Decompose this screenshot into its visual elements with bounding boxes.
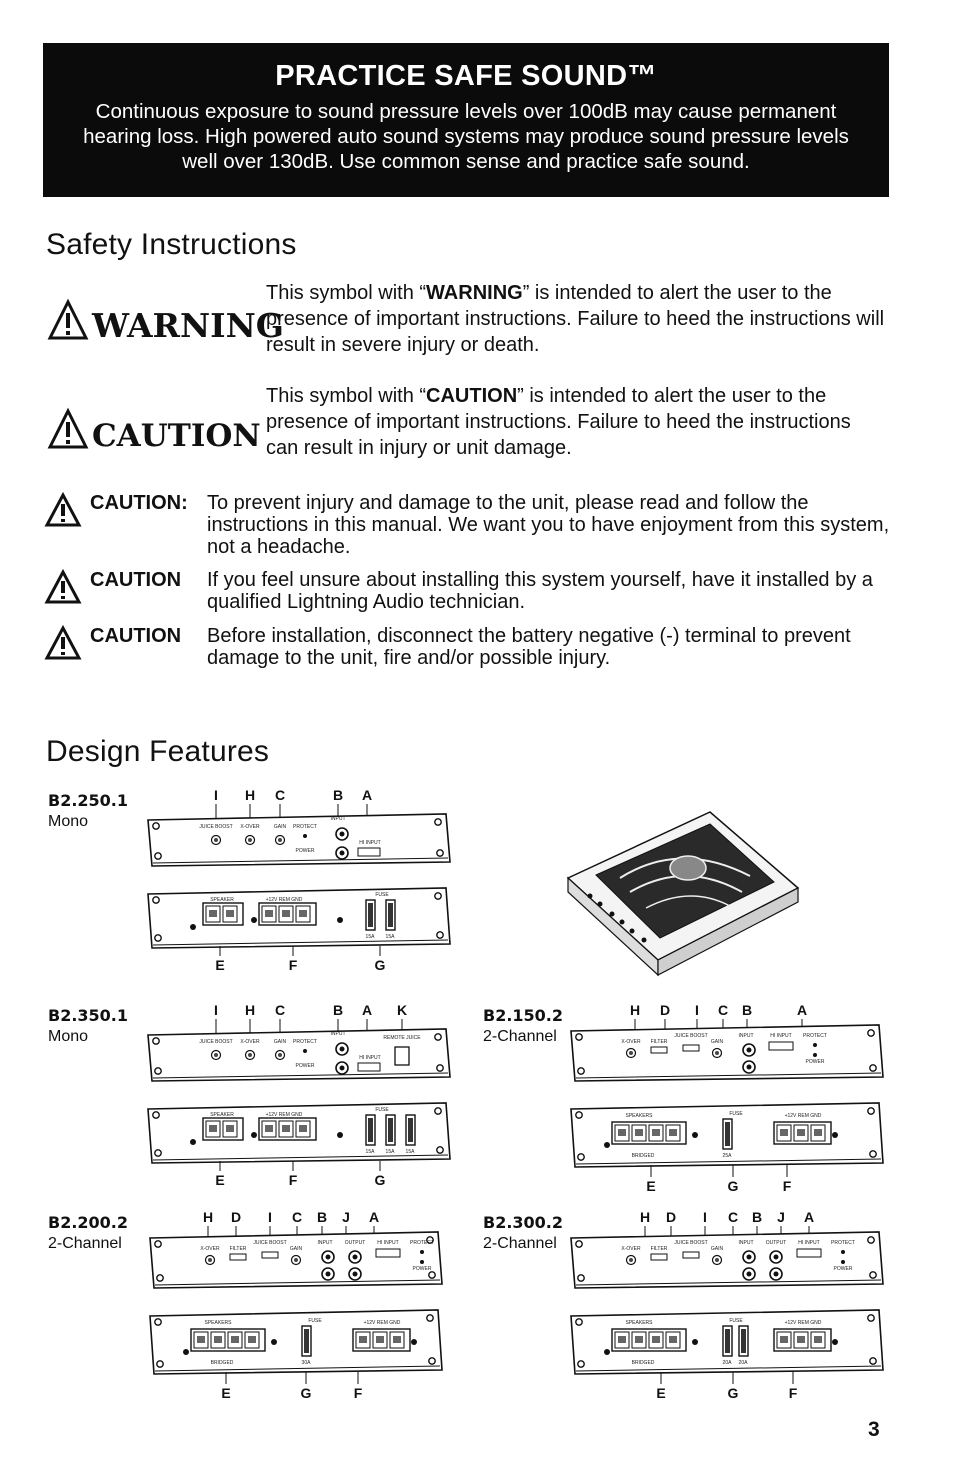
mount-hole-icon [868,1315,874,1321]
mount-hole-icon [153,1112,159,1118]
screw-icon [832,1339,838,1345]
knob-center-icon [715,1051,719,1055]
panel-label: FUSE [729,1111,743,1117]
rca-pin-icon [326,1272,331,1277]
top-callout-a: A [361,787,373,803]
terminal-screw-icon [214,1336,222,1343]
mount-hole-icon [437,1147,443,1153]
terminal-screw-icon [359,1336,367,1343]
terminal-screw-icon [652,1336,660,1343]
screw-icon [692,1339,698,1345]
bottom-callout-g: G [374,1172,386,1188]
top-callout-c: C [274,1002,286,1018]
top-callout-h: H [639,1209,651,1225]
rca-pin-icon [747,1272,752,1277]
mount-hole-icon [437,932,443,938]
fuse-rating: 15A [405,1149,415,1155]
protect-led-icon [303,1049,307,1053]
panel-label: GAIN [273,1039,287,1045]
terminal-screw-icon [209,910,217,917]
top-callout-b: B [751,1209,763,1225]
terminal-screw-icon [299,1125,307,1132]
panel-label: SPEAKERS [625,1113,653,1119]
power-led-icon [420,1260,424,1264]
caution-triangle-icon [44,625,82,661]
protect-led-icon [420,1250,424,1254]
mount-hole-icon [153,823,159,829]
warning-description: This symbol with “WARNING” is intended to alert the user to the presence of important instructions. Failure to heed the instructions will result in severe injury or death. [266,282,885,356]
panel-label: BRIDGED [631,1360,655,1366]
rca-pin-icon [747,1255,752,1260]
terminal-screw-icon [780,1129,788,1136]
boost-switch-icon [683,1252,699,1258]
terminal-screw-icon [814,1129,822,1136]
caution-label: CAUTION [90,569,182,591]
panel-label: FILTER [650,1246,668,1252]
caution-description: This symbol with “CAUTION” is intended to alert the user to the presence of important instructions. Failure to heed the instructions can result in injury or unit damage. [266,385,851,459]
fuse-rating: 15A [385,934,395,940]
remote-jack-icon [395,1047,409,1065]
hi-input-connector-icon [358,1063,380,1071]
fuse-body-icon [725,1329,730,1353]
top-callout-h: H [202,1209,214,1225]
mount-hole-icon [153,1038,159,1044]
panel-label: FUSE [375,1107,389,1113]
top-callout-i: I [214,787,218,803]
protect-led-icon [841,1250,845,1254]
panel-label: INPUT [317,1240,333,1246]
panel-label: JUICE BOOST [674,1033,708,1039]
mount-hole-icon [576,1112,582,1118]
mount-hole-icon [868,1237,874,1243]
panel-label: POWER [805,1059,825,1065]
page-number: 3 [868,1418,880,1441]
knob-center-icon [629,1051,633,1055]
panel-label: +12V REM GND [784,1113,822,1119]
mount-hole-icon [576,1241,582,1247]
screw-icon [271,1339,277,1345]
mount-hole-icon [155,935,161,941]
terminal-screw-icon [652,1129,660,1136]
fuse-rating: 20A [722,1360,732,1366]
top-callout-a: A [796,1002,808,1018]
top-callout-b: B [332,1002,344,1018]
mount-hole-icon [870,1272,876,1278]
panel-label: INPUT [738,1240,754,1246]
hi-input-connector-icon [797,1249,821,1257]
model-name: B2.250.1 [48,791,129,810]
bottom-callout-f: F [788,1385,798,1401]
top-callout-h: H [244,787,256,803]
svg-text:WARNING: WARNING [92,306,284,345]
amp-diagram-b2-300-2 [475,1202,915,1402]
mount-hole-icon [868,1030,874,1036]
rca-pin-icon [340,1066,345,1071]
caution-label: CAUTION [90,625,182,647]
amp-diagram-b2-200-2 [40,1202,460,1402]
bottom-callout-g: G [727,1385,739,1401]
panel-label: X-OVER [240,1039,260,1045]
terminal-screw-icon [197,1336,205,1343]
panel-label: POWER [833,1266,853,1272]
panel-label: POWER [295,848,315,854]
screw-icon [604,1349,610,1355]
model-subtitle: Mono [48,1028,89,1045]
top-callout-a: A [368,1209,380,1225]
panel-label: SPEAKER [210,897,234,903]
knob-center-icon [208,1258,212,1262]
bottom-callout-e: E [215,1172,225,1188]
fuse-body-icon [741,1329,746,1353]
mount-hole-icon [427,1315,433,1321]
rca-pin-icon [340,1047,345,1052]
protect-led-icon [303,834,307,838]
model-name: B2.150.2 [483,1006,564,1025]
boost-switch-icon [683,1045,699,1051]
top-callout-i: I [695,1002,699,1018]
rca-pin-icon [340,851,345,856]
mount-hole-icon [870,1065,876,1071]
panel-label: X-OVER [621,1246,641,1252]
mount-hole-icon [155,1068,161,1074]
fuse-body-icon [368,903,373,927]
bottom-callout-g: G [374,957,386,973]
terminal-screw-icon [248,1336,256,1343]
panel-label: JUICE BOOST [253,1240,287,1246]
caution-item-2 [44,569,894,613]
terminal-screw-icon [209,1125,217,1132]
model-name: B2.300.2 [483,1213,564,1232]
top-callout-c: C [717,1002,729,1018]
mount-hole-icon [429,1272,435,1278]
top-callout-i: I [214,1002,218,1018]
knob-center-icon [715,1258,719,1262]
caution-item-3 [44,625,894,669]
bottom-callout-f: F [288,957,298,973]
terminal-screw-icon [618,1336,626,1343]
top-callout-d: D [665,1209,677,1225]
panel-label: PROTECT [410,1240,434,1246]
panel-label: PROTECT [293,1039,317,1045]
fuse-body-icon [388,1118,393,1142]
screw-icon [190,924,196,930]
bottom-callout-e: E [656,1385,666,1401]
filter-switch-icon [230,1254,246,1260]
top-callout-b: B [741,1002,753,1018]
bottom-callout-e: E [215,957,225,973]
bottom-callout-f: F [288,1172,298,1188]
mount-hole-icon [870,1151,876,1157]
screw-icon [337,1132,343,1138]
panel-outline [571,1025,883,1081]
fuse-body-icon [304,1329,309,1353]
caution-triangle-icon [44,492,82,528]
screw-icon [411,1339,417,1345]
screw-icon [604,1142,610,1148]
screw-icon [832,1132,838,1138]
boost-switch-icon [262,1252,278,1258]
fuse-body-icon [725,1122,730,1146]
terminal-screw-icon [265,910,273,917]
knob-center-icon [248,838,252,842]
svg-text:CAUTION: CAUTION [92,418,261,454]
fuse-rating: 25A [722,1153,732,1159]
caution-text: If you feel unsure about installing this system yourself, have it installed by a qualified Lightning Audio technician. [207,569,873,613]
top-callout-a: A [361,1002,373,1018]
panel-label: SPEAKERS [625,1320,653,1326]
rca-pin-icon [747,1048,752,1053]
top-callout-i: I [703,1209,707,1225]
mount-hole-icon [157,1275,163,1281]
terminal-screw-icon [635,1129,643,1136]
fuse-body-icon [408,1118,413,1142]
panel-label: HI INPUT [377,1240,399,1246]
rca-pin-icon [774,1272,779,1277]
amp-diagram-b2-350-1 [40,995,450,1195]
fuse-rating: 15A [365,1149,375,1155]
filter-switch-icon [651,1047,667,1053]
screw-icon [337,917,343,923]
design-heading: Design Features [46,735,270,768]
terminal-screw-icon [780,1336,788,1343]
top-callout-b: B [332,787,344,803]
panel-label: INPUT [738,1033,754,1039]
model-subtitle: 2-Channel [48,1235,122,1252]
screw-icon [251,1132,257,1138]
panel-label: SPEAKER [210,1112,234,1118]
knob-center-icon [278,838,282,842]
panel-label: INPUT [330,816,346,822]
panel-label: BRIDGED [210,1360,234,1366]
top-callout-j: J [777,1209,785,1225]
mount-hole-icon [870,1358,876,1364]
fuse-body-icon [368,1118,373,1142]
caution-logo [46,407,261,454]
panel-label: REMOTE JUICE [383,1035,421,1041]
fuse-body-icon [388,903,393,927]
panel-label: JUICE BOOST [674,1240,708,1246]
mount-hole-icon [157,1361,163,1367]
terminal-screw-icon [814,1336,822,1343]
mount-hole-icon [155,853,161,859]
warning-logo [46,298,284,345]
panel-label: INPUT [330,1031,346,1037]
panel-label: +12V REM GND [363,1320,401,1326]
panel-label: X-OVER [621,1039,641,1045]
banner-title: PRACTICE SAFE SOUND™ [275,60,657,92]
top-callout-k: K [396,1002,408,1018]
top-callout-d: D [230,1209,242,1225]
panel-label: HI INPUT [798,1240,820,1246]
knob-center-icon [248,1053,252,1057]
mount-hole-icon [578,1068,584,1074]
panel-label: X-OVER [200,1246,220,1252]
panel-label: OUTPUT [765,1240,787,1246]
model-name: B2.350.1 [48,1006,129,1025]
panel-label: GAIN [710,1039,724,1045]
mount-hole-icon [435,819,441,825]
panel-label: +12V REM GND [265,1112,303,1118]
fuse-rating: 30A [301,1360,311,1366]
knob-center-icon [214,1053,218,1057]
mount-hole-icon [578,1361,584,1367]
mount-hole-icon [435,1108,441,1114]
panel-label: X-OVER [240,824,260,830]
mount-hole-icon [576,1034,582,1040]
mount-hole-icon [155,1241,161,1247]
top-callout-a: A [803,1209,815,1225]
top-callout-c: C [291,1209,303,1225]
model-subtitle: Mono [48,813,89,830]
bottom-callout-g: G [300,1385,312,1401]
rca-pin-icon [326,1255,331,1260]
mount-hole-icon [153,897,159,903]
safe-sound-banner [43,43,889,197]
top-callout-c: C [274,787,286,803]
model-subtitle: 2-Channel [483,1235,557,1252]
panel-label: HI INPUT [359,840,381,846]
bottom-callout-f: F [353,1385,363,1401]
mount-hole-icon [435,893,441,899]
caution-label: CAUTION: [90,492,188,514]
top-callout-i: I [268,1209,272,1225]
panel-label: FILTER [650,1039,668,1045]
bottom-callout-e: E [221,1385,231,1401]
panel-label: HI INPUT [770,1033,792,1039]
caution-item-1 [44,492,894,558]
top-callout-j: J [342,1209,350,1225]
fuse-rating: 15A [385,1149,395,1155]
terminal-screw-icon [669,1336,677,1343]
screw-icon [251,917,257,923]
terminal-screw-icon [618,1129,626,1136]
panel-label: POWER [412,1266,432,1272]
mount-hole-icon [155,1150,161,1156]
knob-center-icon [214,838,218,842]
panel-label: BRIDGED [631,1153,655,1159]
terminal-screw-icon [797,1129,805,1136]
hi-input-connector-icon [769,1042,793,1050]
screw-icon [190,1139,196,1145]
rca-pin-icon [353,1272,358,1277]
banner-text: Continuous exposure to sound pressure levels over 100dB may cause permanent hearing loss. High powered auto sound systems may produce sound pressure levels well over 130dB. Use common sense and practice safe sound. [83,100,849,173]
terminal-screw-icon [265,1125,273,1132]
model-name: B2.200.2 [48,1213,129,1232]
terminal-screw-icon [226,1125,234,1132]
panel-label: JUICE BOOST [199,1039,233,1045]
panel-label: GAIN [289,1246,303,1252]
bottom-callout-f: F [782,1178,792,1194]
panel-label: FUSE [308,1318,322,1324]
protect-led-icon [813,1043,817,1047]
terminal-screw-icon [393,1336,401,1343]
mount-hole-icon [435,1034,441,1040]
power-led-icon [813,1053,817,1057]
top-callout-d: D [659,1002,671,1018]
safety-heading: Safety Instructions [46,228,297,261]
caution-text: Before installation, disconnect the battery negative (-) terminal to prevent damage to the unit, fire and/or possible injury. [207,625,851,669]
bottom-callout-g: G [727,1178,739,1194]
panel-label: +12V REM GND [784,1320,822,1326]
panel-label: FUSE [729,1318,743,1324]
panel-label: JUICE BOOST [199,824,233,830]
fuse-rating: 15A [365,934,375,940]
panel-label: POWER [295,1063,315,1069]
knob-center-icon [294,1258,298,1262]
terminal-screw-icon [797,1336,805,1343]
terminal-screw-icon [669,1129,677,1136]
terminal-screw-icon [226,910,234,917]
mount-hole-icon [578,1275,584,1281]
rca-pin-icon [353,1255,358,1260]
mount-hole-icon [437,850,443,856]
fuse-rating: 20A [738,1360,748,1366]
model-subtitle: 2-Channel [483,1028,557,1045]
panel-label: PROTECT [293,824,317,830]
caution-triangle-icon [44,569,82,605]
bottom-callout-e: E [646,1178,656,1194]
panel-label: +12V REM GND [265,897,303,903]
top-callout-c: C [727,1209,739,1225]
panel-label: GAIN [273,824,287,830]
power-led-icon [841,1260,845,1264]
amplifier-illustration [560,800,810,965]
panel-label: FILTER [229,1246,247,1252]
panel-label: HI INPUT [359,1055,381,1061]
knob-center-icon [278,1053,282,1057]
mount-hole-icon [429,1358,435,1364]
rca-pin-icon [774,1255,779,1260]
terminal-screw-icon [231,1336,239,1343]
terminal-screw-icon [299,910,307,917]
terminal-screw-icon [635,1336,643,1343]
terminal-screw-icon [282,1125,290,1132]
mount-hole-icon [437,1065,443,1071]
knob-center-icon [629,1258,633,1262]
rca-pin-icon [747,1065,752,1070]
hi-input-connector-icon [358,848,380,856]
rca-pin-icon [340,832,345,837]
panel-label: GAIN [710,1246,724,1252]
top-callout-h: H [244,1002,256,1018]
mount-hole-icon [868,1108,874,1114]
top-callout-b: B [316,1209,328,1225]
panel-label: OUTPUT [344,1240,366,1246]
top-callout-h: H [629,1002,641,1018]
panel-label: FUSE [375,892,389,898]
mount-hole-icon [155,1319,161,1325]
hi-input-connector-icon [376,1249,400,1257]
amp-diagram-b2-150-2 [475,995,915,1195]
panel-label: PROTECT [831,1240,855,1246]
terminal-screw-icon [282,910,290,917]
mount-hole-icon [578,1154,584,1160]
panel-label: PROTECT [803,1033,827,1039]
caution-text: To prevent injury and damage to the unit, please read and follow the instructions in this manual. We want you to have enjoyment from this system, not a headache. [207,492,890,558]
panel-outline [148,814,450,866]
mount-hole-icon [576,1319,582,1325]
screw-icon [183,1349,189,1355]
filter-switch-icon [651,1254,667,1260]
panel-label: SPEAKERS [204,1320,232,1326]
terminal-screw-icon [376,1336,384,1343]
screw-icon [692,1132,698,1138]
amp-diagram-b2-250-1 [40,780,450,980]
